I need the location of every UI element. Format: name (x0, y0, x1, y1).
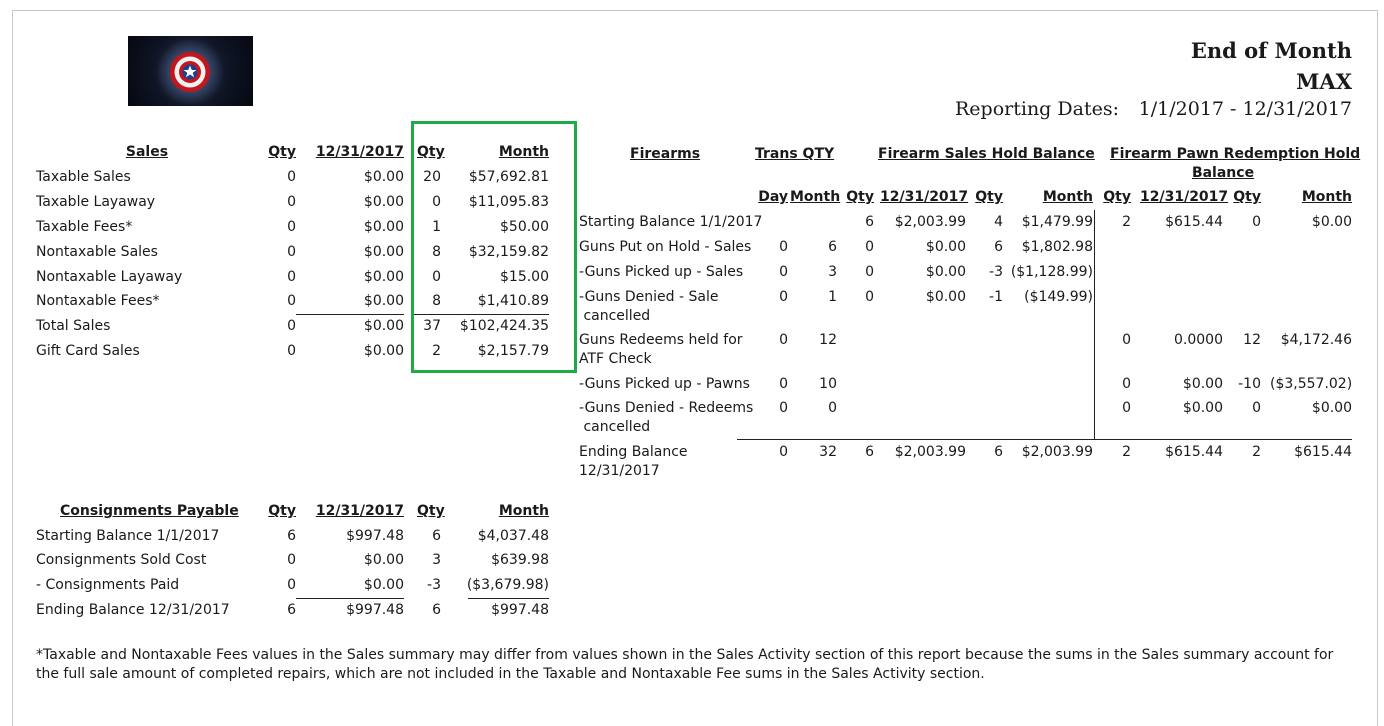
firearms-subheader-day: Day (758, 189, 788, 205)
firearms-subheader-sales-month: Month (1042, 189, 1093, 205)
firearms-header-pawn-hold-1: Firearm Pawn Redemption Hold (1110, 146, 1361, 162)
firearms-ending-divider (737, 439, 1352, 440)
firearms-header-sales-hold: Firearm Sales Hold Balance (878, 146, 1095, 162)
sales-row-date-amount: $0.00 (363, 318, 404, 334)
sales-row-month-amount: $11,095.83 (468, 194, 549, 210)
sales-row-date-amount: $0.00 (363, 194, 404, 210)
consignments-header-label: Consignments Payable (60, 503, 239, 519)
firearms-row-day: 0 (779, 332, 788, 348)
firearms-row-month: 10 (819, 376, 837, 392)
sales-row-month-qty: 8 (432, 244, 441, 260)
sales-row-qty: 0 (287, 219, 296, 235)
consignments-row-qty: 0 (287, 577, 296, 593)
firearms-row-label: -Guns Picked up - Sales (579, 264, 744, 280)
firearms-row-sales-month: ($1,128.99) (1010, 264, 1093, 280)
firearms-row-sales-date: $2,003.99 (894, 214, 966, 230)
sales-row-month-amount: $32,159.82 (468, 244, 549, 260)
firearms-row-pawn-qty: 0 (1122, 332, 1131, 348)
sales-row-month-amount: $50.00 (500, 219, 549, 235)
sales-row-label: Taxable Fees* (36, 219, 133, 235)
firearms-row-pawn-month: ($3,557.02) (1270, 376, 1353, 392)
firearms-row-pawn-month-qty: 0 (1252, 214, 1261, 230)
firearms-row-pawn-month-qty: -10 (1238, 376, 1261, 392)
sales-row-label: Total Sales (36, 318, 111, 334)
sales-row-month-qty: 2 (432, 343, 441, 359)
consignments-total-divider (296, 598, 404, 599)
sales-row-qty: 0 (287, 343, 296, 359)
footnote: *Taxable and Nontaxable Fees values in the Sales summary may differ from values shown in the Sales Activity section of this report because the sums in the Sales summary account for the full sale amount of completed repairs, which are not included in the Taxable and Nontaxable Fee sums in the Sales Activity section. (36, 647, 1334, 682)
consignments-row-qty: 6 (287, 528, 296, 544)
firearms-row-pawn-date: $615.44 (1165, 444, 1223, 460)
sales-row-qty: 0 (287, 169, 296, 185)
firearms-row-label: Starting Balance 1/1/2017 (579, 214, 763, 230)
sales-header-label: Sales (125, 144, 169, 160)
firearms-row-day: 0 (779, 289, 788, 305)
firearms-row-pawn-month: $0.00 (1311, 214, 1352, 230)
consignments-header-month: Month (498, 503, 549, 519)
firearms-row-sales-qty: 0 (865, 239, 874, 255)
consignments-row-label: Starting Balance 1/1/2017 (36, 528, 220, 544)
report-title: End of Month (1190, 38, 1352, 63)
consignments-row-date-amount: $997.48 (346, 602, 404, 618)
page-border-right (1377, 10, 1378, 726)
sales-total-divider-month (414, 314, 549, 315)
firearms-row-label-cont: ATF Check (579, 351, 652, 367)
consignments-row-month-amount: $997.48 (491, 602, 549, 618)
firearms-row-sales-qty: 0 (865, 264, 874, 280)
firearms-row-day: 0 (779, 400, 788, 416)
firearms-subheader-pawn-qty: Qty (1103, 189, 1131, 205)
firearms-row-sales-qty: 0 (865, 289, 874, 305)
firearms-row-label-cont: cancelled (579, 419, 651, 435)
firearms-column-divider (1094, 210, 1095, 439)
sales-row-month-qty: 8 (432, 293, 441, 309)
firearms-row-pawn-month-qty: 0 (1252, 400, 1261, 416)
consignments-row-date-amount: $997.48 (346, 528, 404, 544)
sales-row-label: Nontaxable Fees* (36, 293, 160, 309)
firearms-row-month: 1 (828, 289, 837, 305)
firearms-row-label: Guns Redeems held for (579, 332, 743, 348)
shield-logo-icon (128, 36, 253, 106)
sales-row-date-amount: $0.00 (363, 244, 404, 260)
firearms-row-sales-month: $2,003.99 (1021, 444, 1093, 460)
page-border-top (12, 10, 1378, 11)
reporting-dates-value: 1/1/2017 - 12/31/2017 (1138, 98, 1352, 120)
consignments-header-qty: Qty (268, 503, 296, 519)
firearms-row-sales-month: ($149.99) (1024, 289, 1093, 305)
sales-header-qty: Qty (268, 144, 296, 160)
firearms-row-sales-month-qty: 6 (994, 239, 1003, 255)
firearms-row-label: Ending Balance (579, 444, 688, 460)
firearms-row-month: 0 (828, 400, 837, 416)
sales-row-month-qty: 0 (432, 194, 441, 210)
firearms-row-sales-date: $0.00 (925, 239, 966, 255)
consignments-row-month-amount: $4,037.48 (477, 528, 549, 544)
firearms-row-label: -Guns Denied - Sale (579, 289, 719, 305)
sales-row-month-qty: 37 (423, 318, 441, 334)
firearms-row-sales-date: $0.00 (925, 264, 966, 280)
sales-row-month-qty: 20 (423, 169, 441, 185)
firearms-row-sales-date: $0.00 (925, 289, 966, 305)
sales-header-month: Month (498, 144, 549, 160)
firearms-row-month: 32 (819, 444, 837, 460)
firearms-row-month: 3 (828, 264, 837, 280)
consignments-row-month-qty: -3 (427, 577, 441, 593)
company-logo (128, 36, 253, 106)
firearms-row-label: -Guns Denied - Redeems (579, 400, 754, 416)
sales-row-month-qty: 0 (432, 269, 441, 285)
firearms-row-label-cont: cancelled (579, 308, 651, 324)
firearms-row-label-cont: 12/31/2017 (579, 463, 660, 479)
sales-row-month-amount: $15.00 (500, 269, 549, 285)
consignments-row-label: - Consignments Paid (36, 577, 180, 593)
firearms-row-sales-qty: 6 (865, 444, 874, 460)
sales-row-qty: 0 (287, 244, 296, 260)
sales-total-divider (296, 314, 404, 315)
consignments-row-label: Consignments Sold Cost (36, 552, 207, 568)
firearms-row-pawn-date: 0.0000 (1174, 332, 1223, 348)
firearms-row-day: 0 (779, 376, 788, 392)
consignments-row-qty: 6 (287, 602, 296, 618)
firearms-row-pawn-month: $4,172.46 (1280, 332, 1352, 348)
firearms-subheader-pawn-month: Month (1301, 189, 1352, 205)
firearms-row-day: 0 (779, 264, 788, 280)
consignments-row-month-amount: ($3,679.98) (466, 577, 549, 593)
firearms-row-label: -Guns Picked up - Pawns (579, 376, 750, 392)
sales-row-label: Nontaxable Sales (36, 244, 158, 260)
sales-row-label: Nontaxable Layaway (36, 269, 183, 285)
firearms-row-pawn-qty: 2 (1122, 214, 1131, 230)
sales-row-date-amount: $0.00 (363, 269, 404, 285)
firearms-subheader-sales-date: 12/31/2017 (880, 189, 969, 205)
firearms-header-label: Firearms (630, 146, 701, 162)
sales-row-label: Taxable Layaway (36, 194, 156, 210)
sales-row-qty: 0 (287, 318, 296, 334)
sales-row-date-amount: $0.00 (363, 169, 404, 185)
consignments-row-month-qty: 3 (432, 552, 441, 568)
firearms-row-sales-month-qty: -1 (989, 289, 1003, 305)
consignments-row-month-qty: 6 (432, 602, 441, 618)
consignments-total-divider-month (468, 598, 549, 599)
consignments-row-qty: 0 (287, 552, 296, 568)
sales-row-month-amount: $57,692.81 (468, 169, 549, 185)
firearms-row-label: Guns Put on Hold - Sales (579, 239, 752, 255)
consignments-row-month-qty: 6 (432, 528, 441, 544)
firearms-header-pawn-hold-2: Balance (1191, 165, 1255, 181)
firearms-row-sales-month-qty: 6 (994, 444, 1003, 460)
sales-header-date: 12/31/2017 (315, 144, 404, 160)
sales-row-month-amount: $1,410.89 (477, 293, 549, 309)
firearms-row-month: 6 (828, 239, 837, 255)
sales-row-label: Taxable Sales (36, 169, 131, 185)
firearms-row-pawn-date: $0.00 (1182, 400, 1223, 416)
firearms-row-pawn-month-qty: 12 (1243, 332, 1261, 348)
sales-row-date-amount: $0.00 (363, 219, 404, 235)
sales-row-qty: 0 (287, 269, 296, 285)
consignments-row-month-amount: $639.98 (491, 552, 549, 568)
firearms-row-month: 12 (819, 332, 837, 348)
firearms-row-sales-qty: 6 (865, 214, 874, 230)
consignments-header-date: 12/31/2017 (315, 503, 404, 519)
consignments-row-label: Ending Balance 12/31/2017 (36, 602, 230, 618)
sales-header-month-qty: Qty (417, 144, 445, 160)
firearms-row-pawn-qty: 2 (1122, 444, 1131, 460)
firearms-subheader-month: Month (790, 189, 841, 205)
firearms-row-day: 0 (779, 444, 788, 460)
firearms-subheader-pawn-date: 12/31/2017 (1140, 189, 1229, 205)
firearms-row-pawn-month: $0.00 (1311, 400, 1352, 416)
sales-row-qty: 0 (287, 194, 296, 210)
firearms-subheader-pawn-month-qty: Qty (1233, 189, 1261, 205)
firearms-subheader-sales-qty: Qty (846, 189, 874, 205)
sales-row-month-qty: 1 (432, 219, 441, 235)
sales-row-label: Gift Card Sales (36, 343, 140, 359)
sales-row-qty: 0 (287, 293, 296, 309)
firearms-row-pawn-month-qty: 2 (1252, 444, 1261, 460)
reporting-dates-label: Reporting Dates: (955, 98, 1119, 120)
consignments-row-date-amount: $0.00 (363, 552, 404, 568)
firearms-subheader-sales-month-qty: Qty (975, 189, 1003, 205)
firearms-row-sales-month-qty: -3 (989, 264, 1003, 280)
firearms-row-pawn-date: $615.44 (1165, 214, 1223, 230)
firearms-row-sales-month: $1,802.98 (1021, 239, 1093, 255)
firearms-header-trans-qty: Trans QTY (755, 146, 835, 162)
firearms-row-pawn-date: $0.00 (1182, 376, 1223, 392)
store-name: MAX (1296, 69, 1352, 94)
sales-row-date-amount: $0.00 (363, 293, 404, 309)
consignments-header-month-qty: Qty (417, 503, 445, 519)
firearms-row-sales-date: $2,003.99 (894, 444, 966, 460)
page-border-left (12, 10, 13, 726)
sales-row-month-amount: $102,424.35 (459, 318, 549, 334)
consignments-row-date-amount: $0.00 (363, 577, 404, 593)
firearms-row-pawn-month: $615.44 (1294, 444, 1352, 460)
sales-row-month-amount: $2,157.79 (477, 343, 549, 359)
firearms-row-sales-month-qty: 4 (994, 214, 1003, 230)
sales-row-date-amount: $0.00 (363, 343, 404, 359)
firearms-row-pawn-qty: 0 (1122, 400, 1131, 416)
firearms-row-pawn-qty: 0 (1122, 376, 1131, 392)
firearms-row-day: 0 (779, 239, 788, 255)
firearms-row-sales-month: $1,479.99 (1021, 214, 1093, 230)
